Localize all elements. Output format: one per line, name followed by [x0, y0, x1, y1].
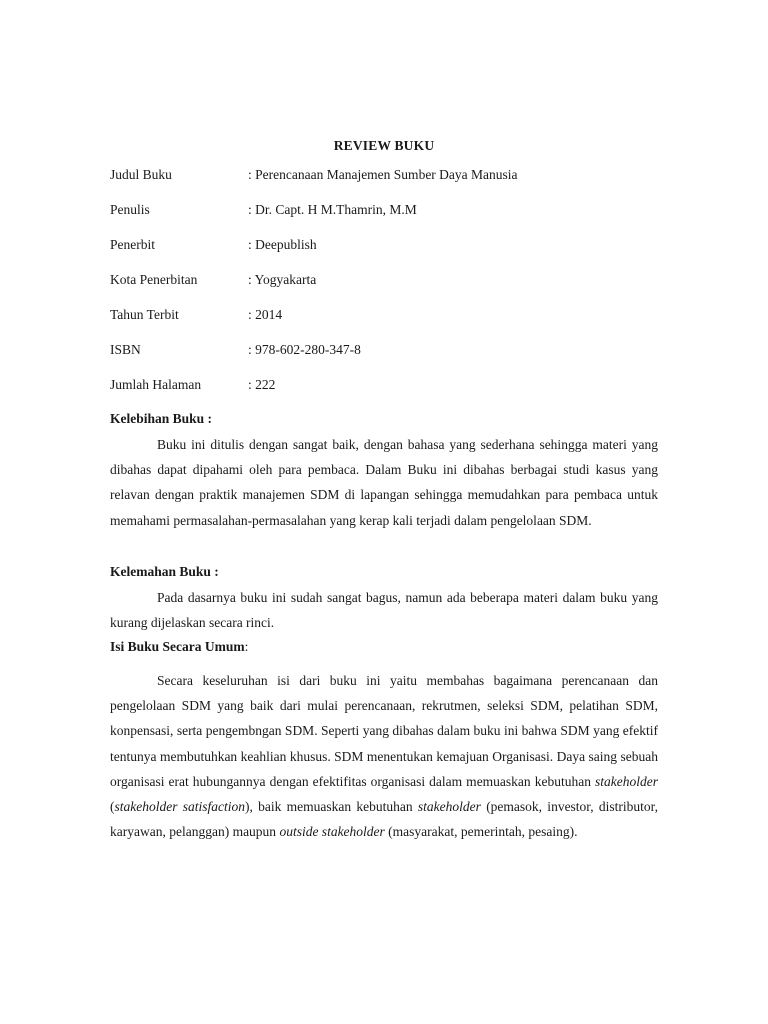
meta-row-isbn: [110, 341, 670, 376]
italic-term: stakeholder: [417, 799, 481, 815]
meta-value: : Deepublish: [248, 237, 317, 252]
section-heading-suffix: :: [244, 639, 249, 654]
document-title: REVIEW BUKU: [333, 138, 435, 153]
italic-term: stakeholder: [595, 773, 658, 789]
meta-label: Tahun Terbit: [110, 307, 179, 322]
meta-row-halaman: [110, 376, 670, 411]
text-segment: ), baik memuaskan kebutuhan: [245, 799, 418, 815]
section-paragraph: Pada dasarnya buku ini sudah sangat bagus, namun ada beberapa materi dalam buku yang kurang dijelaskan secara rinci.: [110, 590, 658, 631]
meta-row-tahun: [110, 306, 670, 341]
meta-label: Penulis: [110, 202, 150, 217]
meta-value: : Dr. Capt. H M.Thamrin, M.M: [248, 202, 417, 217]
section-isi: [110, 638, 658, 844]
text-segment: Secara keseluruhan isi dari buku ini yaitu membahas bagaimana perencanaan dan pengelolaan SDM yang baik dari mulai perencanaan, rekrutmen, seleksi SDM, pelatihan SDM, konpensasi, serta pengembngan SDM. Seperti yang dibahas dalam buku ini bahwa SDM yang efektif tentunya membutuhkan keahlian khusus. SDM menentukan kemajuan Organisasi. Daya saing sebuah organisasi erat hubungannya dengan efektifitas organisasi dalam memuaskan kebutuhan: [110, 673, 658, 789]
meta-row-penerbit: [110, 236, 670, 271]
text-segment: (masyarakat, pemerintah, pesaing).: [384, 824, 578, 840]
italic-term: stakeholder satisfaction: [114, 799, 246, 815]
section-kelemahan: [110, 563, 658, 635]
text-segment: (pemasok, investor, distributor, karyawan, pelanggan) maupun: [110, 799, 658, 840]
meta-value: : 978-602-280-347-8: [248, 342, 361, 357]
meta-label: Judul Buku: [110, 167, 172, 182]
meta-value: : Yogyakarta: [248, 272, 317, 287]
section-paragraph: [110, 668, 658, 844]
section-heading: [110, 638, 658, 656]
meta-value: : 2014: [248, 307, 283, 322]
meta-row-kota: [110, 271, 670, 306]
meta-label: Kota Penerbitan: [110, 272, 198, 287]
meta-row-judul: [110, 166, 670, 201]
book-metadata: [110, 166, 670, 411]
section-paragraph: Buku ini ditulis dengan sangat baik, dengan bahasa yang sederhana sehingga materi yang dibahas dapat dipahami oleh para pembaca. Dalam Buku ini dibahas berbagai studi kasus yang relavan dengan praktik manajemen SDM di lapangan sehingga memudahkan para pembaca untuk memahami permasalahan-permasalahan yang kerap kali terjadi dalam pengelolaan SDM.: [110, 437, 658, 528]
meta-label: ISBN: [110, 342, 141, 357]
meta-value: : Perencanaan Manajemen Sumber Daya Manusia: [248, 167, 518, 182]
italic-term: outside stakeholder: [279, 824, 385, 840]
section-kelebihan: [110, 410, 658, 533]
section-heading-text: Isi Buku Secara Umum: [110, 639, 245, 654]
section-heading: Kelemahan Buku :: [110, 564, 219, 579]
meta-row-penulis: [110, 201, 670, 236]
text-segment: (: [110, 799, 115, 815]
meta-value: : 222: [248, 377, 276, 392]
meta-label: Jumlah Halaman: [110, 377, 202, 392]
section-heading: Kelebihan Buku :: [110, 411, 213, 426]
meta-label: Penerbit: [110, 237, 155, 252]
